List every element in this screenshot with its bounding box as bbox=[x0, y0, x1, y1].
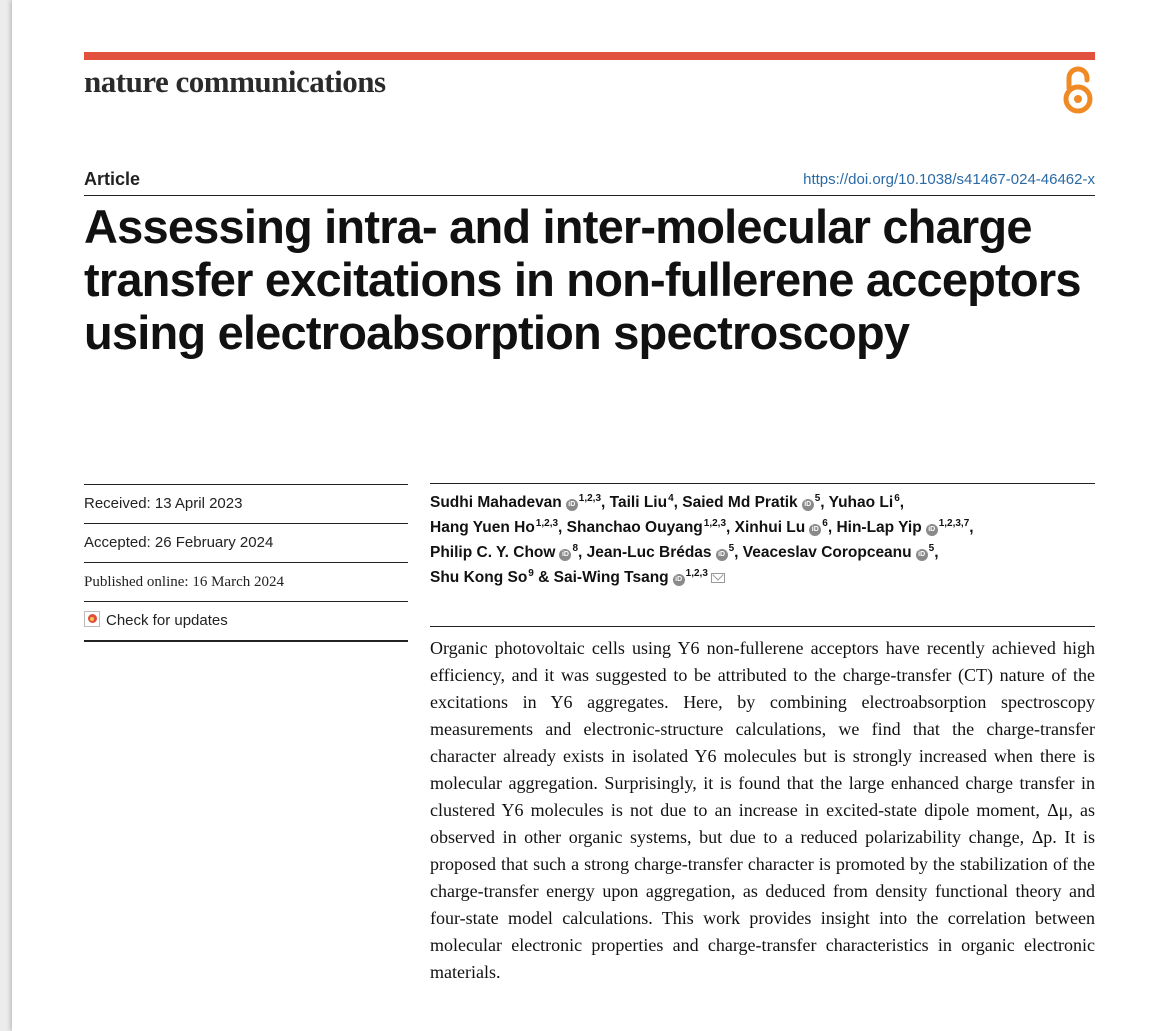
author-affiliation: 6 bbox=[894, 493, 900, 504]
author-name[interactable]: Yuhao Li bbox=[828, 494, 894, 511]
author-name[interactable]: Hin-Lap Yip bbox=[836, 519, 922, 536]
orcid-icon[interactable]: iD bbox=[673, 574, 685, 586]
author-affiliation: 8 bbox=[572, 543, 579, 554]
author-affiliation: 4 bbox=[668, 493, 674, 504]
author-affiliation: 1,2,3 bbox=[535, 518, 559, 529]
article-type-label: Article bbox=[84, 169, 141, 189]
accepted-date: Accepted: 26 February 2024 bbox=[84, 524, 408, 563]
author-affiliation: 1,2,3 bbox=[578, 493, 602, 504]
author-separator: , bbox=[726, 519, 735, 536]
author-separator: , bbox=[969, 519, 974, 536]
author-separator: , bbox=[673, 494, 683, 511]
check-updates-icon bbox=[84, 611, 100, 627]
author-name[interactable]: Philip C. Y. Chow bbox=[430, 544, 556, 561]
journal-name: nature communications bbox=[84, 64, 386, 99]
author-affiliation: 5 bbox=[928, 543, 935, 554]
author-affiliation: 1,2,3 bbox=[703, 518, 727, 529]
author-name[interactable]: Shu Kong So bbox=[430, 569, 528, 586]
author-affiliation: 9 bbox=[528, 568, 534, 579]
author-name[interactable]: Veaceslav Coropceanu bbox=[742, 544, 912, 561]
orcid-icon[interactable]: iD bbox=[926, 524, 938, 536]
author-separator: , bbox=[734, 544, 743, 561]
paper-page bbox=[12, 0, 1170, 1031]
published-date: Published online: 16 March 2024 bbox=[84, 563, 408, 602]
email-icon[interactable] bbox=[711, 573, 725, 583]
author-name[interactable]: Sai-Wing Tsang bbox=[553, 569, 669, 586]
author-separator: , bbox=[601, 494, 610, 511]
orcid-icon[interactable]: iD bbox=[566, 499, 578, 511]
orcid-icon[interactable]: iD bbox=[802, 499, 814, 511]
orcid-icon[interactable]: iD bbox=[916, 549, 928, 561]
author-name[interactable]: Hang Yuen Ho bbox=[430, 519, 535, 536]
author-affiliation: 1,2,3,7 bbox=[938, 518, 970, 529]
author-name[interactable]: Xinhui Lu bbox=[734, 519, 806, 536]
author-name[interactable]: Taili Liu bbox=[609, 494, 668, 511]
orcid-icon[interactable]: iD bbox=[559, 549, 571, 561]
journal-accent-bar bbox=[84, 52, 1095, 60]
author-name[interactable]: Sudhi Mahadevan bbox=[430, 494, 562, 511]
check-updates-label: Check for updates bbox=[106, 612, 228, 629]
orcid-icon[interactable]: iD bbox=[716, 549, 728, 561]
author-separator: , bbox=[899, 494, 905, 511]
abstract-text: Organic photovoltaic cells using Y6 non-fullerene acceptors have recently achieved high efficiency, and it was suggested to be attributed to the charge-transfer (CT) nature of the excitations in Y6 aggregates. Here, by combining electroabsorption spectroscopy measurements and electronic-structure calculations, we find that the charge-transfer character already exists in isolated Y6 molecules but is strongly increased when there is molecular aggregation. Surprisingly, it is found that the large enhanced charge transfer in clustered Y6 molecules is not due to an increase in excited-state dipole moment, Δμ, as observed in other organic systems, but due to a reduced polarizability change, Δp. It is proposed that such a strong charge-transfer character is promoted by the stabilization of the charge-transfer energy upon aggregation, as deduced from density functional theory and four-state model calculations. This work provides insight into the correlation between molecular electronic properties and charge-transfer characteristics in organic electronic materials. bbox=[430, 638, 1095, 982]
publication-dates bbox=[84, 484, 408, 642]
author-affiliation: 5 bbox=[728, 543, 735, 554]
article-title: Assessing intra- and inter-molecular charge transfer excitations in non-fullerene acceptors using electroabsorption spectroscopy bbox=[84, 200, 1081, 359]
author-name[interactable]: Saied Md Pratik bbox=[682, 494, 798, 511]
orcid-icon[interactable]: iD bbox=[809, 524, 821, 536]
author-separator: , bbox=[934, 544, 939, 561]
check-updates-link[interactable] bbox=[84, 602, 408, 642]
open-access-lock-icon bbox=[1058, 66, 1098, 114]
abstract-divider bbox=[430, 626, 1095, 627]
author-separator: , bbox=[820, 494, 829, 511]
author-separator: & bbox=[533, 569, 554, 586]
author-affiliation: 5 bbox=[814, 493, 821, 504]
author-list bbox=[430, 490, 1100, 590]
doi-link[interactable]: https://doi.org/10.1038/s41467-024-46462-x bbox=[803, 171, 1095, 188]
author-separator: , bbox=[558, 519, 567, 536]
header-divider bbox=[84, 195, 1095, 196]
author-name[interactable]: Shanchao Ouyang bbox=[566, 519, 703, 536]
authors-divider bbox=[430, 483, 1095, 484]
author-separator: , bbox=[578, 544, 587, 561]
author-affiliation: 6 bbox=[822, 518, 828, 529]
received-date: Received: 13 April 2023 bbox=[84, 484, 408, 524]
author-affiliation: 1,2,3 bbox=[685, 568, 708, 579]
author-name[interactable]: Jean-Luc Brédas bbox=[586, 544, 712, 561]
author-separator: , bbox=[827, 519, 837, 536]
